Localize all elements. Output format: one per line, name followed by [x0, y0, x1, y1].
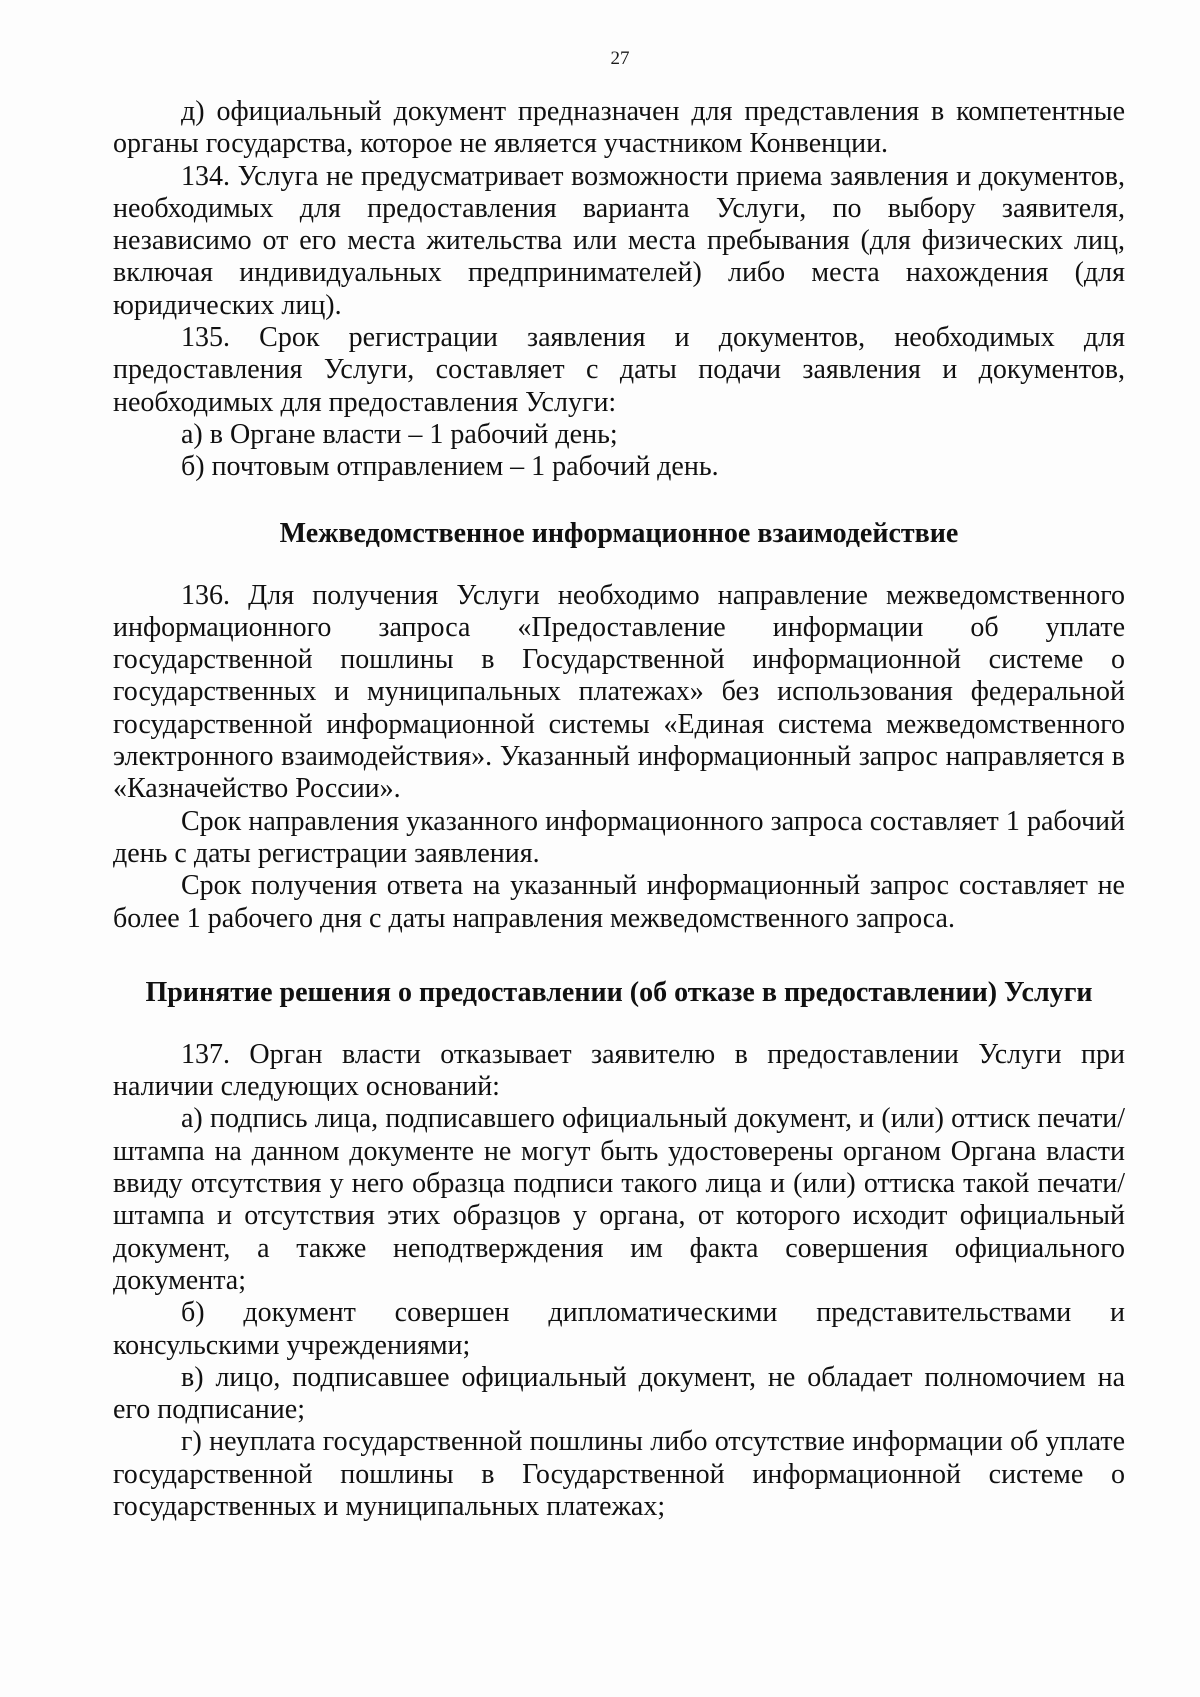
paragraph-136-term-response: Срок получения ответа на указанный информационный запрос составляет не более 1 рабочего дня с даты направления межведомственного запроса.	[113, 870, 1125, 934]
spacer	[113, 484, 1125, 518]
paragraph-item-d: д) официальный документ предназначен для представления в компетентные органы государства, которое не является участником Конвенции.	[113, 96, 1125, 160]
paragraph-137-b: б) документ совершен дипломатическими представительствами и консульскими учреждениями;	[113, 1297, 1125, 1361]
paragraph-137: 137. Орган власти отказывает заявителю в предоставлении Услуги при наличии следующих оснований:	[113, 1038, 1125, 1103]
paragraph-135-a: а) в Органе власти – 1 рабочий день;	[181, 418, 618, 450]
paragraph-137-v: в) лицо, подписавшее официальный документ, не обладает полномочием на его подписание;	[113, 1361, 1125, 1426]
paragraph-136: 136. Для получения Услуги необходимо направление межведомственного информационного запроса «Предоставление информации об уплате государственной пошлины в Государственной информационной системе о государственных и муниципальных платежах» без использования федеральной государственной информационной системы «Единая система межведомственного электронного взаимодействия». Указанный информационный запрос направляется в «Казначейство России».	[113, 579, 1125, 805]
spacer	[113, 1009, 1125, 1039]
page-number: 27	[610, 48, 630, 69]
paragraph-137-g: г) неуплата государственной пошлины либо отсутствие информации об уплате государственной пошлины в Государственной информационной системе о государственных и муниципальных платежах;	[113, 1426, 1125, 1522]
spacer	[113, 550, 1125, 580]
spacer	[113, 935, 1125, 977]
section-heading-interagency: Межведомственное информационное взаимодействие	[279, 517, 959, 549]
paragraph-135-b: б) почтовым отправлением – 1 рабочий день.	[181, 451, 719, 483]
paragraph-136-term-send: Срок направления указанного информационного запроса составляет 1 рабочий день с даты регистрации заявления.	[113, 805, 1125, 869]
paragraph-137-a: а) подпись лица, подписавшего официальный документ, и (или) оттиск печати/штампа на данном документе не могут быть удостоверены органом Органа власти ввиду отсутствия у него образца подписи такого лица и (или) оттиска такой печати/штампа и отсутствия этих образцов у органа, от которого исходит официальный документ, а также неподтверждения им факта совершения официального документа;	[113, 1103, 1125, 1296]
section-heading-decision: Принятие решения о предоставлении (об отказе в предоставлении) Услуги	[145, 976, 1093, 1008]
paragraph-134: 134. Услуга не предусматривает возможности приема заявления и документов, необходимых для предоставления варианта Услуги, по выбору заявителя, независимо от его места жительства или места пребывания (для физических лиц, включая индивидуальных предпринимателей) либо места нахождения (для юридических лиц).	[113, 160, 1125, 321]
paragraph-135: 135. Срок регистрации заявления и документов, необходимых для предоставления Услуги, составляет с даты подачи заявления и документов, необходимых для предоставления Услуги:	[113, 322, 1125, 418]
document-body	[113, 96, 1125, 1523]
